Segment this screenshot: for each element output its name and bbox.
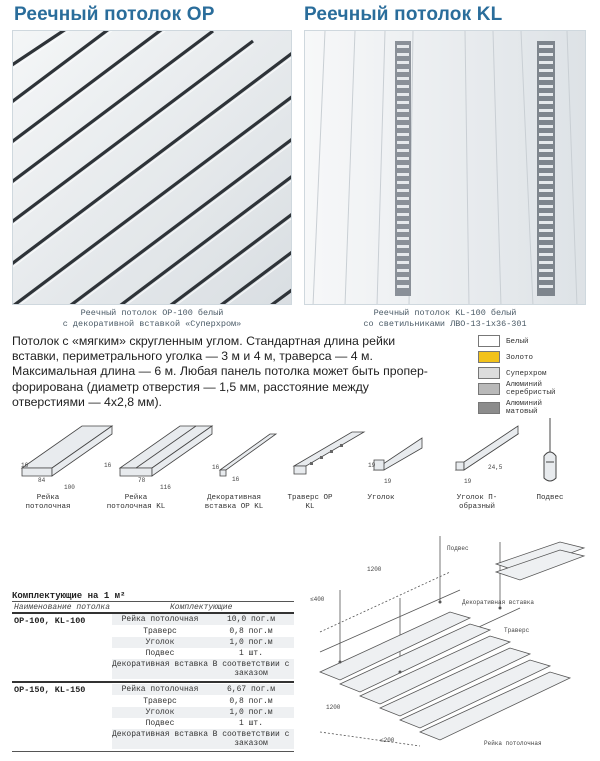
swatch-label-aluminium-silver: Алюминий серебристый [506,381,556,397]
dim-p3-a: 16 [212,464,220,471]
table-rule-group [12,681,294,683]
dim-p1-c: 100 [64,484,75,491]
caption-kl-line1: Реечный потолок KL-100 белый [373,308,517,318]
table-group-name-1: OP-100, KL-100 [14,616,86,626]
op-slats-illustration [13,31,292,305]
caption-kl [304,308,586,330]
table-cell-qty: В соответствии с заказом [212,660,290,678]
profile-label-reika: Рейка потолочная [25,494,71,511]
table-cell-item: Рейка потолочная [121,615,199,624]
swatch-gold [478,351,500,363]
dim-p2-b: 78 [138,477,146,484]
table-cell-qty: 6,67 пог.м [226,685,275,694]
title-op: Реечный потолок OP [14,4,215,25]
asm-label-vstavka: Декоративная вставка [462,599,535,606]
description-text: Потолок с «мягким» скругленным углом. Стандартная длина рейки вставки, периметрального уголка — 3 м и 4 м, траверса — 4 м. Максимальная длина — 6 м. Любая панель потолка может быть проперфорирована (диаметр отверстия — 1,5 мм, расстояние между отверстиями — 4х2,8 мм). [12,334,428,409]
profile-label-p-ugolok: Уголок П-образный [456,494,498,511]
asm-label-reika: Рейка потолочная [484,740,542,747]
table-cell-item: Траверс [143,697,177,706]
table-cell-qty: 0,8 пог.м [229,627,273,636]
table-cell-item: Подвес [145,649,175,658]
profiles-drawings [12,418,588,498]
dim-p6-a: 24,5 [488,464,503,471]
table-cell-qty: 1 шт. [238,649,263,658]
table-col-name: Наименование потолка [14,603,111,612]
profile-label-vstavka: Декоративная вставка OP KL [204,494,264,511]
table-cell-qty: В соответствии с заказом [212,730,290,748]
table-cell-qty: 1,0 пог.м [229,638,273,647]
table-cell-qty: 1 шт. [238,719,263,728]
caption-kl-line2: со светильниками ЛВО-13-1х36-301 [363,319,527,329]
table-cell-item: Траверс [143,627,177,636]
table-cell-item: Уголок [145,708,175,717]
swatch-label-superchrome: Суперхром [506,370,547,378]
dim-p5-b: 19 [384,478,392,485]
table-cell-qty: 0,8 пог.м [229,697,273,706]
dim-p2-c: 116 [160,484,171,491]
profile-label-ugolok: Уголок [367,494,395,502]
table-cell-item: Уголок [145,638,175,647]
table-cell-item: Рейка потолочная [121,685,199,694]
table-cell-qty: 1,0 пог.м [229,708,273,717]
dim-p3-b: 16 [232,476,240,483]
dim-p2-a: 16 [104,462,112,469]
kl-panels-illustration [305,31,586,305]
table-cell-item: Декоративная вставка [112,660,209,669]
table-title: Комплектующие на 1 м² [12,591,126,601]
photo-kl-ceiling [304,30,586,305]
table-cell-qty: 10,0 пог.м [226,615,275,624]
table-rule-top [12,601,294,602]
dim-p6-b: 19 [464,478,472,485]
title-kl: Реечный потолок KL [304,4,503,25]
table-cell-item: Декоративная вставка [112,730,209,739]
profile-label-travers: Траверс OP KL [287,494,333,511]
caption-op-line1: Реечный потолок OP-100 белый [80,308,224,318]
swatch-aluminium-silver [478,383,500,395]
asm-dim-a: 1200 [367,566,382,573]
table-rule-bottom [12,751,294,752]
asm-label-podves: Подвес [447,545,469,552]
swatch-aluminium-matte [478,402,500,414]
swatch-label-aluminium-matte: Алюминий матовый [506,400,543,416]
profile-label-podves: Подвес [536,494,564,502]
caption-op-line2: с декоративной вставкой «Суперхром» [62,319,242,329]
table-col-components: Комплектующие [170,603,233,612]
asm-dim-d: ≤200 [380,737,395,744]
dim-p1-b: 84 [38,477,46,484]
assembly-diagram [300,532,590,758]
caption-op [12,308,292,330]
swatch-superchrome [478,367,500,379]
table-cell-item: Подвес [145,719,175,728]
asm-dim-c: 1200 [326,704,341,711]
profile-label-reika-kl: Рейка потолочная KL [106,494,166,511]
dim-p1-a: 16 [21,462,29,469]
swatch-white [478,335,500,347]
dim-p5-a: 19 [368,462,376,469]
asm-dim-b: ≤400 [310,596,325,603]
table-group-name-2: OP-150, KL-150 [14,685,86,695]
asm-label-travers: Траверс [504,627,530,634]
swatch-label-gold: Золото [506,354,534,362]
swatch-label-white: Белый [506,338,529,346]
photo-op-ceiling [12,30,292,305]
